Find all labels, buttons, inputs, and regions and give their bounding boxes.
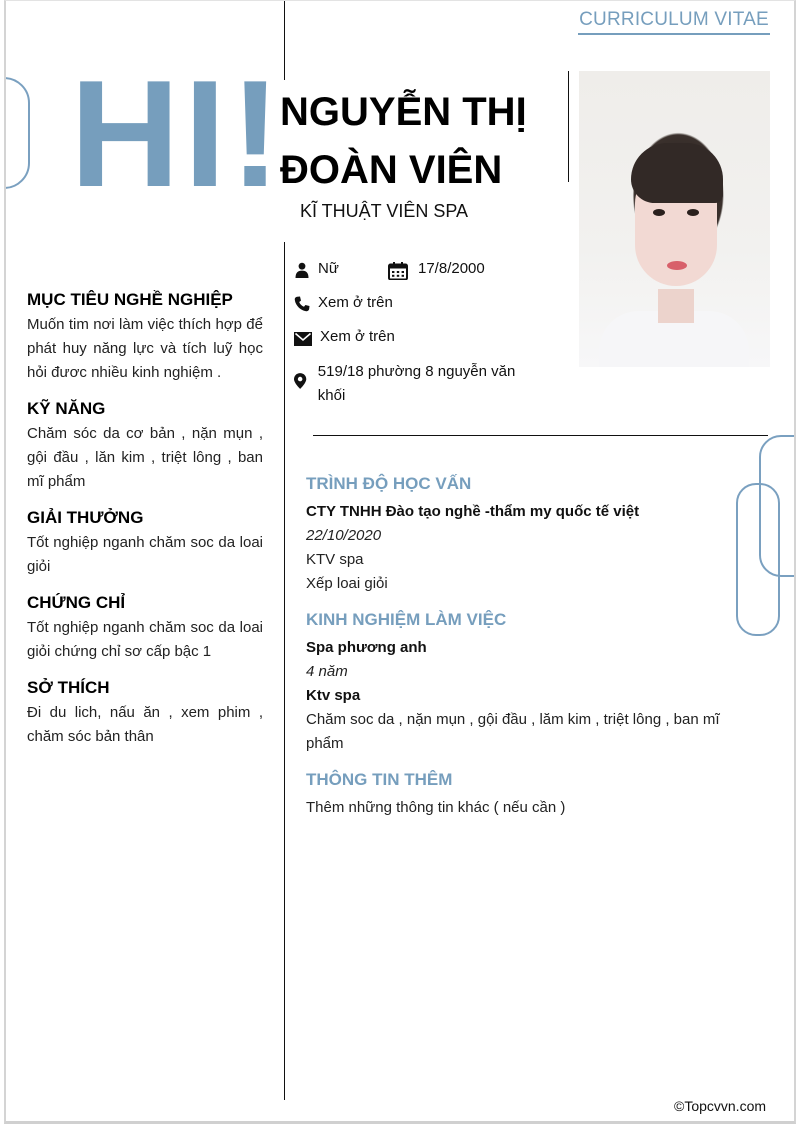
section-body: Tốt nghiệp nganh chăm soc da loai giỏi chứng chỉ sơ cấp bậc 1 [27,619,263,660]
cv-label: CURRICULUM VITAE [578,9,770,35]
gender-value: Nữ [318,260,339,277]
section-certificates [27,592,263,664]
section-additional-info [306,768,726,820]
school-name: CTY TNHH Đào tạo nghề -thẩm my quốc tế việt [306,503,640,520]
photo-neck [658,289,694,323]
section-title: THÔNG TIN THÊM [306,770,453,789]
phone-icon [294,296,310,312]
section-career-objective [27,289,263,385]
section-body: Đi du lich, nấu ăn , xem phim , chăm sóc bản thân [27,704,263,745]
person-icon [294,262,310,278]
footer-copyright: ©Topcvvn.com [674,1098,767,1114]
birthday-value: 17/8/2000 [418,260,485,277]
section-title: KINH NGHIỆM LÀM VIỆC [306,610,507,629]
greeting-hi: HI! [70,49,285,219]
divider-horizontal [313,435,768,436]
education-major: KTV spa [306,551,364,568]
address-value: 519/18 phường 8 nguyễn văn khối [317,363,516,404]
education-grade: Xếp loai giỏi [306,575,388,592]
profile-photo [579,71,770,367]
section-title: CHỨNG CHỈ [27,593,126,612]
decorative-rounded-frame-right-b [736,483,780,636]
photo-hair [631,143,723,203]
candidate-name: NGUYỄN THỊ ĐOÀN VIÊN [280,90,527,192]
email-value: Xem ở trên [320,328,395,345]
photo-eye [687,209,699,216]
envelope-icon [294,330,312,346]
job-title: KĨ THUẬT VIÊN SPA [300,201,469,221]
photo-lips [667,261,687,270]
contact-email [294,328,395,346]
section-body: Chăm sóc da cơ bản , nặn mụn , gội đầu , lăn kim , triệt lông , ban mĩ phẩm [27,425,263,490]
location-pin-icon [294,372,310,388]
education-date: 22/10/2020 [306,527,382,544]
section-body: Muốn tim nơi làm việc thích hợp để phát huy năng lực và tích luỹ học hỏi đươc nhiều kinh nghiệm . [27,316,263,381]
decorative-rounded-frame-left [4,77,30,189]
section-title: TRÌNH ĐỘ HỌC VẤN [306,474,472,493]
section-hobbies [27,677,263,749]
contact-phone [294,294,393,312]
cv-page [4,0,796,1124]
contact-birthday [388,260,485,278]
section-experience [306,608,726,756]
left-column [27,289,263,762]
section-title: SỞ THÍCH [27,678,110,697]
section-title: GIẢI THƯỞNG [27,508,144,527]
section-education [306,472,726,596]
phone-value: Xem ở trên [318,294,393,311]
additional-body: Thêm những thông tin khác ( nếu cần ) [306,799,566,816]
right-column [306,472,726,832]
section-awards [27,507,263,579]
contact-address [294,360,544,408]
section-title: KỸ NĂNG [27,399,106,418]
section-title: MỤC TIÊU NGHỀ NGHIỆP [27,290,233,309]
experience-position: Ktv spa [306,687,361,704]
divider-vertical-main [284,242,285,1100]
photo-eye [653,209,665,216]
experience-duration: 4 năm [306,663,348,680]
contact-gender [294,260,339,278]
calendar-icon [388,262,410,278]
section-body: Tốt nghiệp nganh chăm soc da loai giỏi [27,534,263,575]
section-skills [27,398,263,494]
company-name: Spa phương anh [306,639,427,656]
experience-description: Chăm soc da , nặn mụn , gội đầu , lăm kim , triệt lông , ban mĩ phẩm [306,711,720,752]
